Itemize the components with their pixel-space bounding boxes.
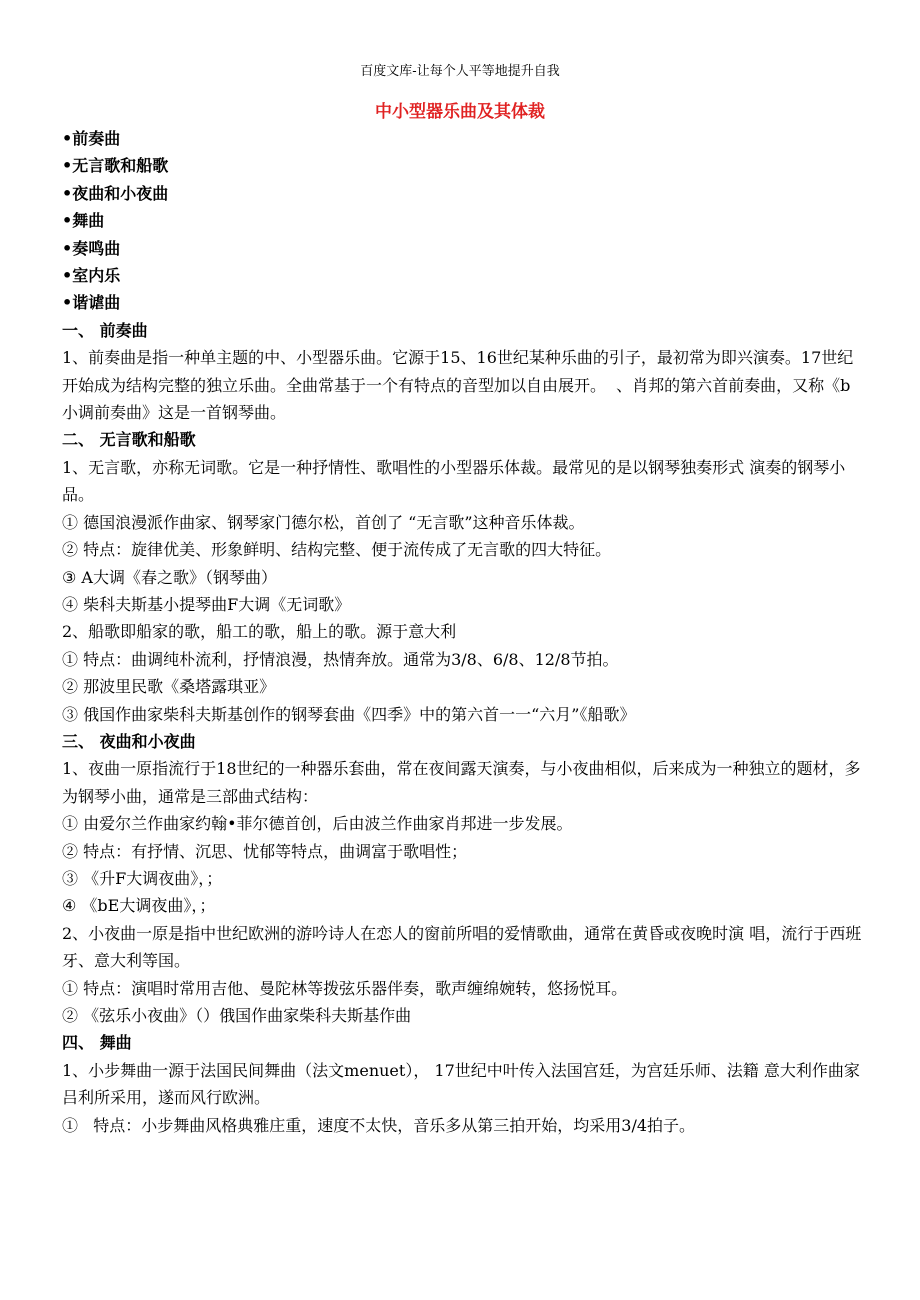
document-body bbox=[62, 125, 862, 1139]
paragraph: 2、船歌即船家的歌，船工的歌，船上的歌。源于意大利 bbox=[62, 622, 457, 642]
paragraph: 1、前奏曲是指一种单主题的中、小型器乐曲。它源于15、16世纪某种乐曲的引子，最初常为即兴演奏。17世纪开始成为结构完整的独立乐曲。全曲常基于一个有特点的音型加以自由展开。 、肖邦的第六首前奏曲，又称《b小调前奏曲》这是一首钢琴曲。 bbox=[62, 348, 854, 423]
outline-item: •前奏曲 bbox=[62, 129, 121, 148]
section-heading: 三、 夜曲和小夜曲 bbox=[62, 731, 196, 751]
paragraph: 2、小夜曲一原是指中世纪欧洲的游吟诗人在恋人的窗前所唱的爱情歌曲，通常在黄昏或夜晚时演 唱，流行于西班牙、意大利等国。 bbox=[62, 923, 862, 971]
paragraph: ① 由爱尔兰作曲家约翰•菲尔德首创，后由波兰作曲家肖邦进一步发展。 bbox=[62, 814, 573, 834]
paragraph: ③ 《升F大调夜曲》，； bbox=[62, 868, 223, 888]
paragraph: ③ 俄国作曲家柴科夫斯基创作的钢琴套曲《四季》中的第六首一一“六月”《船歌》 bbox=[62, 704, 636, 724]
paragraph: ② 特点：旋律优美、形象鲜明、结构完整、便于流传成了无言歌的四大特征。 bbox=[62, 540, 612, 560]
paragraph: ① 德国浪漫派作曲家、钢琴家门德尔松，首创了 “无言歌”这种音乐体裁。 bbox=[62, 512, 585, 532]
page-header: 百度文库-让每个人平等地提升自我 bbox=[360, 64, 560, 79]
paragraph: 1、夜曲一原指流行于18世纪的一种器乐套曲，常在夜间露天演奏，与小夜曲相似，后来成为一种独立的题材，多为钢琴小曲，通常是三部曲式结构： bbox=[62, 759, 861, 806]
paragraph: ② 那波里民歌《桑塔露琪亚》 bbox=[62, 677, 276, 697]
paragraph: ② 《弦乐小夜曲》（）俄国作曲家柴科夫斯基作曲 bbox=[62, 1006, 412, 1025]
paragraph: ② 特点：有抒情、沉思、忧郁等特点，曲调富于歌唱性； bbox=[62, 841, 468, 861]
section-heading: 二、 无言歌和船歌 bbox=[62, 430, 196, 450]
section-heading: 一、 前奏曲 bbox=[62, 320, 148, 340]
paragraph: ④ 柴科夫斯基小提琴曲F大调《无词歌》 bbox=[62, 594, 351, 614]
outline-item: •奏鸣曲 bbox=[62, 238, 121, 258]
document-title: 中小型器乐曲及其体裁 bbox=[375, 102, 545, 122]
section-heading: 四、 舞曲 bbox=[62, 1033, 132, 1053]
outline-item: •室内乐 bbox=[62, 266, 121, 286]
outline-item: •无言歌和船歌 bbox=[62, 156, 169, 176]
outline-item: •舞曲 bbox=[62, 211, 105, 231]
paragraph: ④ 《bE大调夜曲》，； bbox=[62, 896, 216, 916]
paragraph: ① 特点：曲调纯朴流利，抒情浪漫，热情奔放。通常为3/8、6/8、12/8节拍。 bbox=[62, 649, 619, 669]
paragraph: ③ A大调《春之歌》（钢琴曲） bbox=[62, 567, 277, 587]
paragraph: 1、小步舞曲一源于法国民间舞曲（法文menuet）， 17世纪中叶传入法国宫廷，为宫廷乐师、法籍 意大利作曲家吕利所采用，遂而风行欧洲。 bbox=[62, 1060, 860, 1108]
outline-item: •谐谑曲 bbox=[62, 293, 121, 313]
outline-item: •夜曲和小夜曲 bbox=[62, 183, 169, 203]
paragraph: 1、无言歌，亦称无词歌。它是一种抒情性、歌唱性的小型器乐体裁。最常见的是以钢琴独奏形式 演奏的钢琴小品。 bbox=[62, 457, 846, 505]
paragraph: ① 特点：小步舞曲风格典雅庄重，速度不太快，音乐多从第三拍开始，均采用3/4拍子。 bbox=[62, 1115, 696, 1135]
paragraph: ① 特点：演唱时常用吉他、曼陀林等拨弦乐器伴奏，歌声缠绵婉转，悠扬悦耳。 bbox=[62, 978, 628, 998]
